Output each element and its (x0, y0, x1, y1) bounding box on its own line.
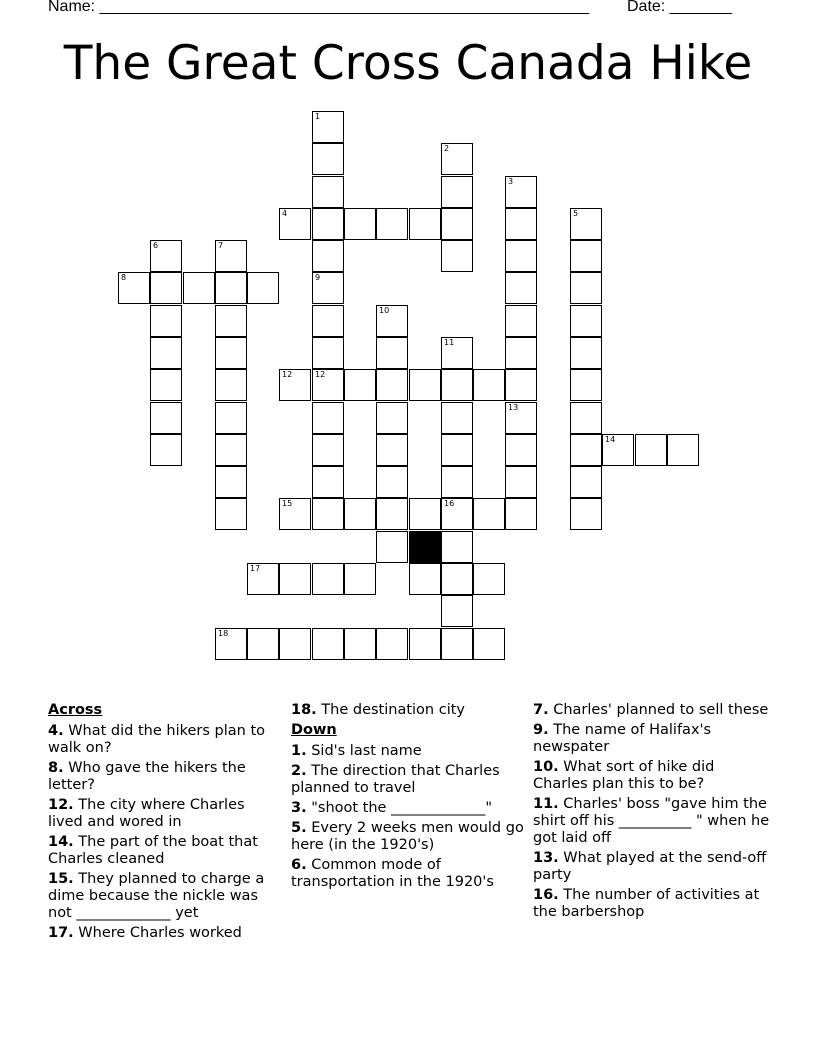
grid-cell[interactable] (441, 628, 473, 660)
grid-cell[interactable] (215, 305, 247, 337)
grid-cell[interactable] (150, 337, 182, 369)
clue-text: Common mode of transportation in the 1920's (291, 857, 494, 890)
grid-cell[interactable] (150, 240, 182, 272)
grid-cell[interactable] (441, 434, 473, 466)
clue-item (291, 857, 526, 891)
clue-number-label: 2. (291, 763, 307, 779)
grid-cell[interactable] (247, 628, 279, 660)
grid-cell[interactable] (312, 208, 344, 240)
grid-cell[interactable] (441, 466, 473, 498)
clue-text: Charles' boss "gave him the shirt off his __________ " when he got laid off (533, 796, 770, 846)
clue-number-label: 11. (533, 796, 559, 812)
grid-cell[interactable] (376, 337, 408, 369)
grid-cell[interactable] (505, 402, 537, 434)
grid-cell[interactable] (505, 466, 537, 498)
grid-cell[interactable] (441, 143, 473, 175)
clue-item (533, 722, 773, 756)
grid-cell[interactable] (505, 305, 537, 337)
grid-cell[interactable] (344, 498, 376, 530)
grid-cell[interactable] (118, 272, 150, 304)
clue-item (533, 887, 773, 921)
clue-number-label: 7. (533, 702, 549, 718)
grid-cell[interactable] (215, 369, 247, 401)
clue-text: The part of the boat that Charles cleaned (48, 834, 258, 867)
clue-number-label: 15. (48, 871, 74, 887)
clue-item (48, 723, 273, 757)
clue-number: 10 (379, 306, 390, 315)
grid-cell[interactable] (215, 434, 247, 466)
clue-text: What sort of hike did Charles plan this to be? (533, 759, 715, 792)
clue-number-label: 6. (291, 857, 307, 873)
grid-cell[interactable] (312, 240, 344, 272)
grid-cell[interactable] (312, 143, 344, 175)
down-clue-list-cont (533, 702, 773, 921)
clue-text: Where Charles worked (73, 925, 242, 941)
grid-cell[interactable] (570, 498, 602, 530)
clue-number: 3 (508, 177, 514, 186)
grid-cell[interactable] (312, 466, 344, 498)
grid-cell[interactable] (376, 402, 408, 434)
clue-number: 2 (444, 144, 450, 153)
grid-cell[interactable] (183, 272, 215, 304)
clue-number: 13 (508, 403, 519, 412)
grid-cell[interactable] (409, 563, 441, 595)
grid-cell[interactable] (215, 337, 247, 369)
grid-cell[interactable] (344, 208, 376, 240)
grid-cell[interactable] (570, 369, 602, 401)
grid-cell[interactable] (312, 402, 344, 434)
clue-item (48, 871, 273, 922)
grid-cell[interactable] (376, 305, 408, 337)
grid-cell[interactable] (505, 434, 537, 466)
grid-cell[interactable] (312, 305, 344, 337)
grid-cell[interactable] (441, 595, 473, 627)
grid-cell[interactable] (376, 498, 408, 530)
grid-cell[interactable] (505, 240, 537, 272)
grid-cell[interactable] (441, 498, 473, 530)
clue-number: 6 (153, 241, 159, 250)
clue-item (291, 702, 526, 719)
clue-number-label: 5. (291, 820, 307, 836)
clue-number-label: 13. (533, 850, 559, 866)
clue-text: Who gave the hikers the letter? (48, 760, 246, 793)
grid-cell[interactable] (570, 337, 602, 369)
grid-cell[interactable] (312, 111, 344, 143)
grid-cell[interactable] (150, 402, 182, 434)
grid-cell[interactable] (150, 305, 182, 337)
grid-cell[interactable] (312, 498, 344, 530)
grid-cell[interactable] (505, 208, 537, 240)
clue-number: 18 (218, 629, 229, 638)
grid-cell[interactable] (312, 628, 344, 660)
grid-cell[interactable] (215, 402, 247, 434)
clue-item (291, 763, 526, 797)
clue-item (533, 796, 773, 847)
grid-cell[interactable] (376, 466, 408, 498)
grid-cell[interactable] (312, 563, 344, 595)
clue-text: "shoot the _____________" (306, 800, 492, 816)
clue-item (291, 743, 526, 760)
clue-text: The name of Halifax's newspater (533, 722, 712, 755)
grid-cell[interactable] (473, 498, 505, 530)
clue-text: The number of activities at the barbershop (533, 887, 760, 920)
grid-cell[interactable] (505, 498, 537, 530)
across-clue-list-cont (291, 702, 526, 719)
grid-cell[interactable] (215, 272, 247, 304)
clues-column-2 (291, 702, 526, 894)
clue-item (48, 760, 273, 794)
grid-cell[interactable] (279, 208, 311, 240)
black-square (409, 531, 441, 563)
grid-cell[interactable] (409, 498, 441, 530)
grid-cell[interactable] (279, 628, 311, 660)
grid-cell[interactable] (150, 434, 182, 466)
grid-cell[interactable] (570, 305, 602, 337)
clue-item (291, 820, 526, 854)
clue-text: Every 2 weeks men would go here (in the 1920's) (291, 820, 524, 853)
grid-cell[interactable] (344, 628, 376, 660)
clue-number-label: 16. (533, 887, 559, 903)
clue-item (48, 925, 273, 942)
grid-cell[interactable] (441, 531, 473, 563)
clue-number-label: 9. (533, 722, 549, 738)
grid-cell[interactable] (312, 434, 344, 466)
grid-cell[interactable] (409, 208, 441, 240)
grid-cell[interactable] (150, 272, 182, 304)
grid-cell[interactable] (312, 272, 344, 304)
grid-cell[interactable] (409, 628, 441, 660)
clue-number-label: 8. (48, 760, 64, 776)
grid-cell[interactable] (376, 531, 408, 563)
grid-cell[interactable] (279, 369, 311, 401)
grid-cell[interactable] (215, 628, 247, 660)
clue-number: 5 (573, 209, 579, 218)
clue-text: The destination city (316, 702, 465, 718)
grid-cell[interactable] (441, 337, 473, 369)
across-clue-list (48, 723, 273, 942)
clue-text: Sid's last name (306, 743, 422, 759)
grid-cell[interactable] (667, 434, 699, 466)
grid-cell[interactable] (215, 466, 247, 498)
down-clue-list (291, 743, 526, 891)
clue-number-label: 3. (291, 800, 307, 816)
clue-item (48, 797, 273, 831)
grid-cell[interactable] (312, 176, 344, 208)
grid-cell[interactable] (441, 563, 473, 595)
grid-cell[interactable] (570, 434, 602, 466)
clue-text: What did the hikers plan to walk on? (48, 723, 265, 756)
down-heading: Down (291, 722, 337, 738)
clue-number: 14 (605, 435, 616, 444)
grid-cell[interactable] (505, 337, 537, 369)
clue-number: 1 (315, 112, 321, 121)
grid-cell[interactable] (344, 369, 376, 401)
clue-number: 17 (250, 564, 261, 573)
grid-cell[interactable] (570, 240, 602, 272)
clue-text: Charles' planned to sell these (548, 702, 769, 718)
grid-cell[interactable] (247, 563, 279, 595)
grid-cell[interactable] (441, 402, 473, 434)
clue-item (533, 759, 773, 793)
grid-cell[interactable] (570, 466, 602, 498)
name-field-label: Name: _______________________________________________________ (48, 0, 589, 15)
grid-cell[interactable] (312, 337, 344, 369)
clue-number: 11 (444, 338, 455, 347)
clue-text: The city where Charles lived and wored in (48, 797, 245, 830)
clue-number-label: 14. (48, 834, 74, 850)
clue-item (291, 800, 526, 817)
clue-text: What played at the send-off party (533, 850, 767, 883)
clue-item (48, 834, 273, 868)
clue-number-label: 1. (291, 743, 307, 759)
grid-cell[interactable] (570, 402, 602, 434)
grid-cell[interactable] (344, 563, 376, 595)
grid-cell[interactable] (473, 369, 505, 401)
clue-item (533, 850, 773, 884)
clue-number-label: 12. (48, 797, 74, 813)
grid-cell[interactable] (441, 176, 473, 208)
grid-cell[interactable] (376, 628, 408, 660)
grid-cell[interactable] (376, 369, 408, 401)
grid-cell[interactable] (505, 272, 537, 304)
grid-cell[interactable] (473, 563, 505, 595)
grid-cell[interactable] (570, 208, 602, 240)
grid-cell[interactable] (570, 272, 602, 304)
grid-cell[interactable] (376, 434, 408, 466)
grid-cell[interactable] (441, 208, 473, 240)
grid-cell[interactable] (441, 369, 473, 401)
date-field-label: Date: _______ (627, 0, 732, 15)
grid-cell[interactable] (150, 369, 182, 401)
grid-cell[interactable] (441, 240, 473, 272)
grid-cell[interactable] (505, 176, 537, 208)
clue-number: 8 (121, 273, 127, 282)
grid-cell[interactable] (247, 272, 279, 304)
grid-cell[interactable] (215, 498, 247, 530)
clue-number-label: 17. (48, 925, 74, 941)
grid-cell[interactable] (279, 498, 311, 530)
clue-item (533, 702, 773, 719)
clue-number: 9 (315, 273, 321, 282)
clue-number: 12 (315, 370, 326, 379)
clues-column-1 (48, 702, 273, 945)
clue-number-label: 10. (533, 759, 559, 775)
grid-cell[interactable] (409, 369, 441, 401)
clue-number: 4 (282, 209, 288, 218)
clue-text: The direction that Charles planned to travel (291, 763, 500, 796)
clues-column-3 (533, 702, 773, 924)
grid-cell[interactable] (635, 434, 667, 466)
clue-number-label: 4. (48, 723, 64, 739)
clue-number: 7 (218, 241, 224, 250)
clue-number: 15 (282, 499, 293, 508)
across-heading: Across (48, 702, 103, 718)
grid-cell[interactable] (602, 434, 634, 466)
clue-number: 16 (444, 499, 455, 508)
clue-number: 12 (282, 370, 293, 379)
grid-cell[interactable] (215, 240, 247, 272)
grid-cell[interactable] (505, 369, 537, 401)
grid-cell[interactable] (312, 369, 344, 401)
grid-cell[interactable] (376, 208, 408, 240)
clue-number-label: 18. (291, 702, 317, 718)
grid-cell[interactable] (279, 563, 311, 595)
grid-cell[interactable] (473, 628, 505, 660)
page-title: The Great Cross Canada Hike (63, 36, 753, 91)
clue-text: They planned to charge a dime because the nickle was not _____________ yet (48, 871, 265, 921)
